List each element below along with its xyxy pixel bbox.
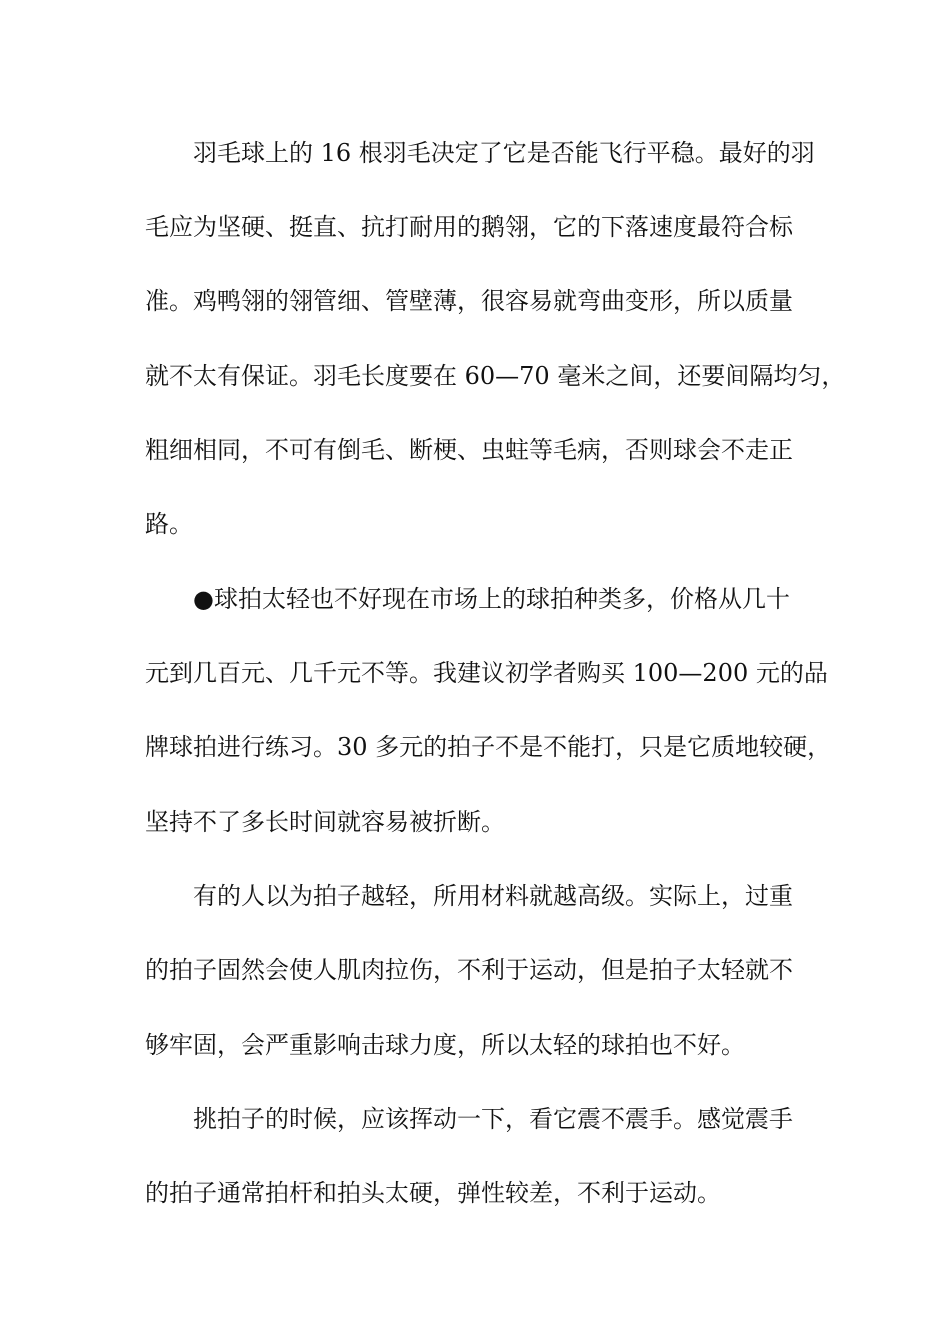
paragraph-1-line-6: 路。 bbox=[145, 510, 193, 538]
paragraph-3-line-3: 够牢固，会严重影响击球力度，所以太轻的球拍也不好。 bbox=[145, 1031, 745, 1059]
paragraph-2-line-2: 元到几百元、几千元不等。我建议初学者购买 100—200 元的品 bbox=[145, 659, 828, 687]
paragraph-3-line-2: 的拍子固然会使人肌肉拉伤，不利于运动，但是拍子太轻就不 bbox=[145, 956, 793, 984]
paragraph-2-line-1: ●球拍太轻也不好现在市场上的球拍种类多，价格从几十 bbox=[193, 585, 790, 613]
paragraph-1-line-5: 粗细相同，不可有倒毛、断梗、虫蛀等毛病，否则球会不走正 bbox=[145, 436, 793, 464]
paragraph-1-line-3: 准。鸡鸭翎的翎管细、管壁薄，很容易就弯曲变形，所以质量 bbox=[145, 287, 793, 315]
paragraph-3-line-1: 有的人以为拍子越轻，所用材料就越高级。实际上，过重 bbox=[193, 882, 793, 910]
paragraph-4-line-1: 挑拍子的时候，应该挥动一下，看它震不震手。感觉震手 bbox=[193, 1105, 793, 1133]
paragraph-4-line-2: 的拍子通常拍杆和拍头太硬，弹性较差，不利于运动。 bbox=[145, 1179, 721, 1207]
paragraph-2-line-4: 坚持不了多长时间就容易被折断。 bbox=[145, 808, 505, 836]
paragraph-1-line-4: 就不太有保证。羽毛长度要在 60—70 毫米之间，还要间隔均匀， bbox=[145, 362, 846, 390]
paragraph-2-line-3: 牌球拍进行练习。30 多元的拍子不是不能打，只是它质地较硬， bbox=[145, 733, 832, 761]
paragraph-1-line-1: 羽毛球上的 16 根羽毛决定了它是否能飞行平稳。最好的羽 bbox=[193, 139, 815, 167]
paragraph-1-line-2: 毛应为坚硬、挺直、抗打耐用的鹅翎，它的下落速度最符合标 bbox=[145, 213, 793, 241]
